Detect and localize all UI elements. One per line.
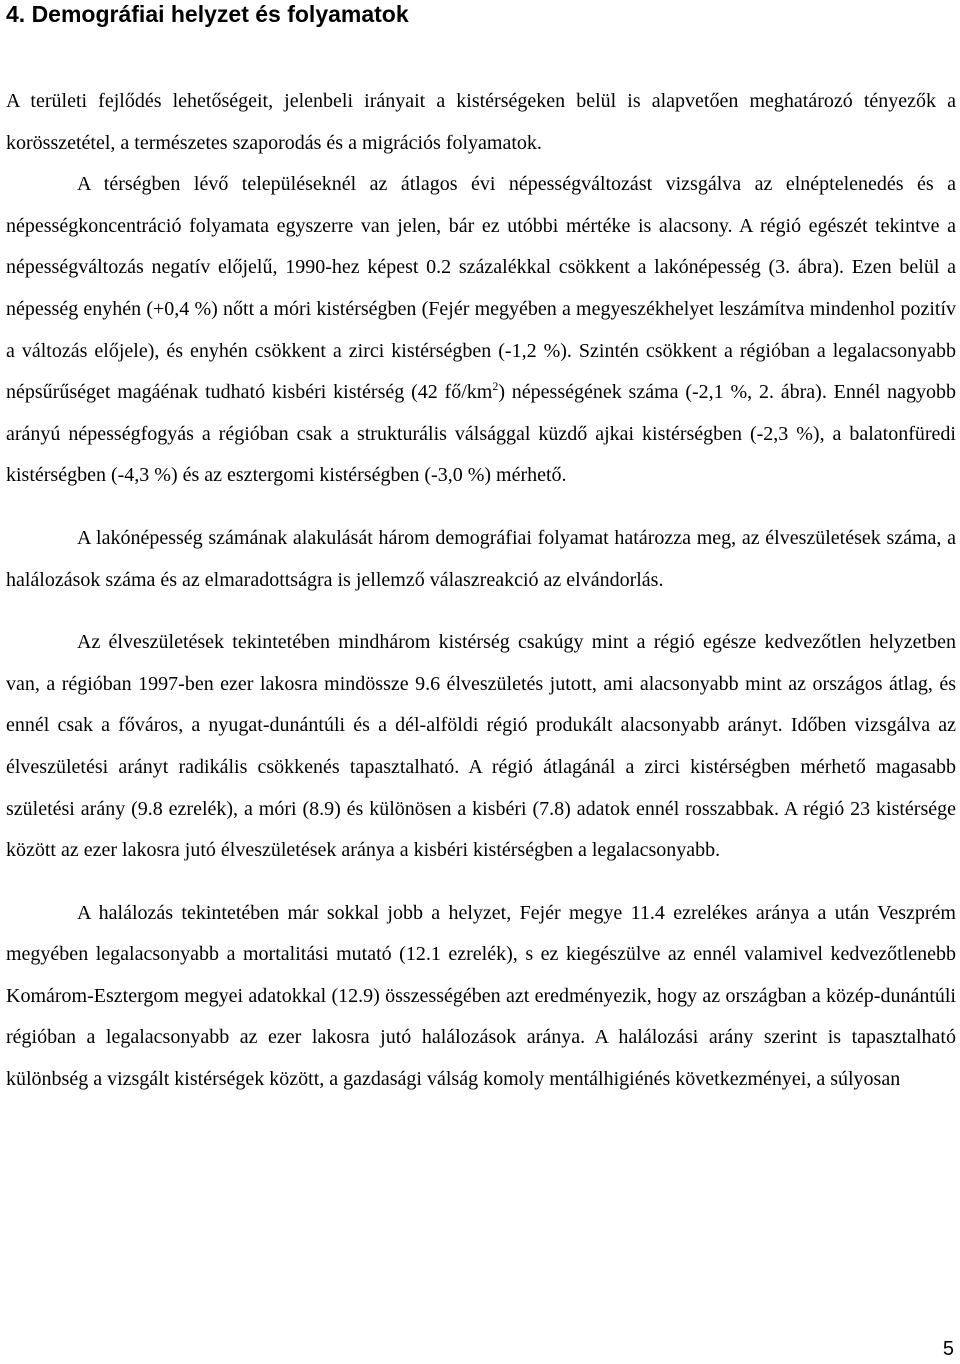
paragraph-population-change xyxy=(6,164,956,497)
document-page xyxy=(6,0,956,1101)
paragraph-births: Az élveszületések tekintetében mindhárom kistérség csakúgy mint a régió egésze kedvezőtlen helyzetben van, a régióban 1997-ben ezer lakosra mindössze 9.6 élveszületés jutott, ami alacsonyabb mint az országos átlag, és ennél csak a főváros, a nyugat-dunántúli és a dél-alföldi régió produkált alacsonyabb arányt. Időben vizsgálva az élveszületési arányt radikális csökkenés tapasztalható. A régió átlagánál a zirci kistérségben mérhető magasabb születési arány (9.8 ezrelék), a móri (8.9) és különösen a kisbéri (7.8) adatok ennél rosszabbak. A régió 23 kistérsége között az ezer lakosra jutó élveszületések aránya a kisbéri kistérségben a legalacsonyabb. xyxy=(6,631,956,862)
paragraph-demographic-processes: A lakónépesség számának alakulását három demográfiai folyamat határozza meg, az élveszületések száma, a halálozások száma és az elmaradottságra is jellemző válaszreakció az elvándorlás. xyxy=(6,526,956,591)
section-heading: 4. Demográfiai helyzet és folyamatok xyxy=(6,1,409,27)
paragraph-mortality: A halálozás tekintetében már sokkal jobb a helyzet, Fejér megye 11.4 ezrelékes aránya a után Veszprém megyében legalacsonyabb a mortalitási mutató (12.1 ezrelék), s ez kiegészülve az ennél valamivel kedvezőtlenebb Komárom-Esztergom megyei adatokkal (12.9) összességében azt eredményezik, hogy az országban a közép-dunántúli régióban a legalacsonyabb az ezer lakosra jutó halálozások aránya. A halálozási arány szerint is tapasztalható különbség a vizsgált kistérségek között, a gazdasági válság komoly mentálhigiénés következményei, a súlyosan xyxy=(6,901,956,1091)
paragraph-population-change-text: A térségben lévő településeknél az átlagos évi népességváltozást vizsgálva az elnéptelenedés és a népességkoncentráció folyamata egyszerre van jelen, bár ez utóbbi mértéke is alacsony. A régió egészét tekintve a népességváltozás negatív előjelű, 1990-hez képest 0.2 százalékkal csökkent a lakónépesség (3. ábra). Ezen belül a népesség enyhén (+0,4 %) nőtt a móri kistérségben (Fejér megyében a megyeszékhelyet leszámítva mindenhol pozitív a változás előjele), és enyhén csökkent a zirci kistérségben (-1,2 %). Szintén csökkent a régióban a legalacsonyabb népsűrűséget magáénak tudható kisbéri kistérség (42 fő/km xyxy=(6,173,956,404)
superscript-two: 2 xyxy=(492,379,499,394)
page-number: 5 xyxy=(942,1338,954,1360)
paragraph-population-change-tail: ) népességének száma (-2,1 %, 2. ábra). Ennél nagyobb arányú népességfogyás a régióban csak a strukturális válsággal küzdő ajkai kistérségben (-2,3 %), a balatonfüredi kistérségben (-4,3 %) és az esztergomi kistérségben (-3,0 %) mérhető. xyxy=(6,381,956,487)
paragraph-intro: A területi fejlődés lehetőségeit, jelenbeli irányait a kistérségeken belül is alapvetően meghatározó tényezők a korösszetétel, a természetes szaporodás és a migrációs folyamatok. xyxy=(6,90,956,154)
